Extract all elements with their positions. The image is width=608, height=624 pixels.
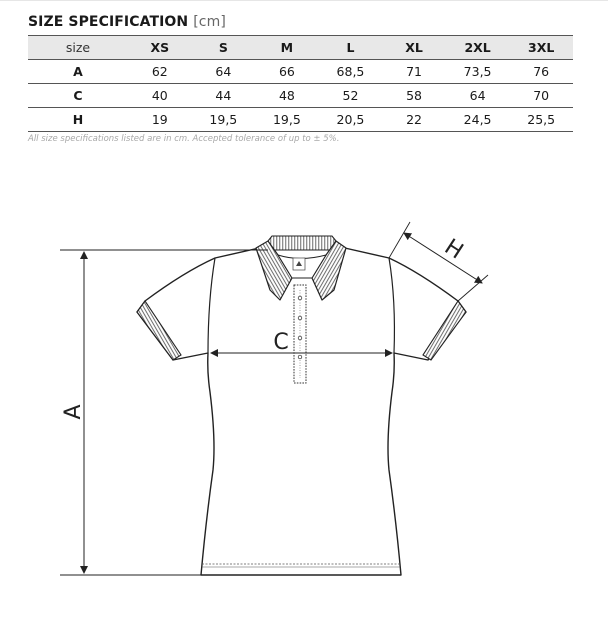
table-cell: 52 <box>319 84 383 108</box>
table-cell: 20,5 <box>319 108 383 132</box>
table-cell: 70 <box>509 84 573 108</box>
dimension-h-label: H <box>439 234 468 265</box>
table-cell: 40 <box>128 84 192 108</box>
size-col-3xl: 3XL <box>509 36 573 60</box>
row-label-c: C <box>28 84 128 108</box>
title-main: SIZE SPECIFICATION <box>28 14 189 30</box>
table-cell: 24,5 <box>446 108 510 132</box>
dimension-h-extension-bottom <box>458 275 488 301</box>
size-header-label: size <box>28 36 128 60</box>
table-cell: 64 <box>446 84 510 108</box>
size-col-m: M <box>255 36 319 60</box>
table-cell: 64 <box>192 60 256 84</box>
button-icon <box>298 296 302 300</box>
button-icon <box>298 316 302 320</box>
title-unit: [cm] <box>193 14 226 30</box>
table-cell: 25,5 <box>509 108 573 132</box>
size-col-xs: XS <box>128 36 192 60</box>
button-icon <box>298 336 302 340</box>
button-icon <box>298 355 302 359</box>
size-col-xl: XL <box>382 36 446 60</box>
table-cell: 19 <box>128 108 192 132</box>
dimension-c-label: C <box>273 330 289 355</box>
dimension-h-extension-top <box>389 222 410 258</box>
table-cell: 19,5 <box>255 108 319 132</box>
table-cell: 71 <box>382 60 446 84</box>
table-cell: 62 <box>128 60 192 84</box>
back-collar <box>268 236 336 250</box>
table-cell: 22 <box>382 108 446 132</box>
row-label-a: A <box>28 60 128 84</box>
size-col-s: S <box>192 36 256 60</box>
table-cell: 73,5 <box>446 60 510 84</box>
table-cell: 68,5 <box>319 60 383 84</box>
tolerance-note: All size specifications listed are in cm. Accepted tolerance of up to ± 5%. <box>28 134 340 144</box>
table-cell: 48 <box>255 84 319 108</box>
table-cell: 19,5 <box>192 108 256 132</box>
table-cell: 58 <box>382 84 446 108</box>
table-cell: 76 <box>509 60 573 84</box>
row-label-h: H <box>28 108 128 132</box>
dimension-a-label: A <box>61 404 86 420</box>
table-cell: 66 <box>255 60 319 84</box>
size-col-2xl: 2XL <box>446 36 510 60</box>
size-col-l: L <box>319 36 383 60</box>
table-cell: 44 <box>192 84 256 108</box>
